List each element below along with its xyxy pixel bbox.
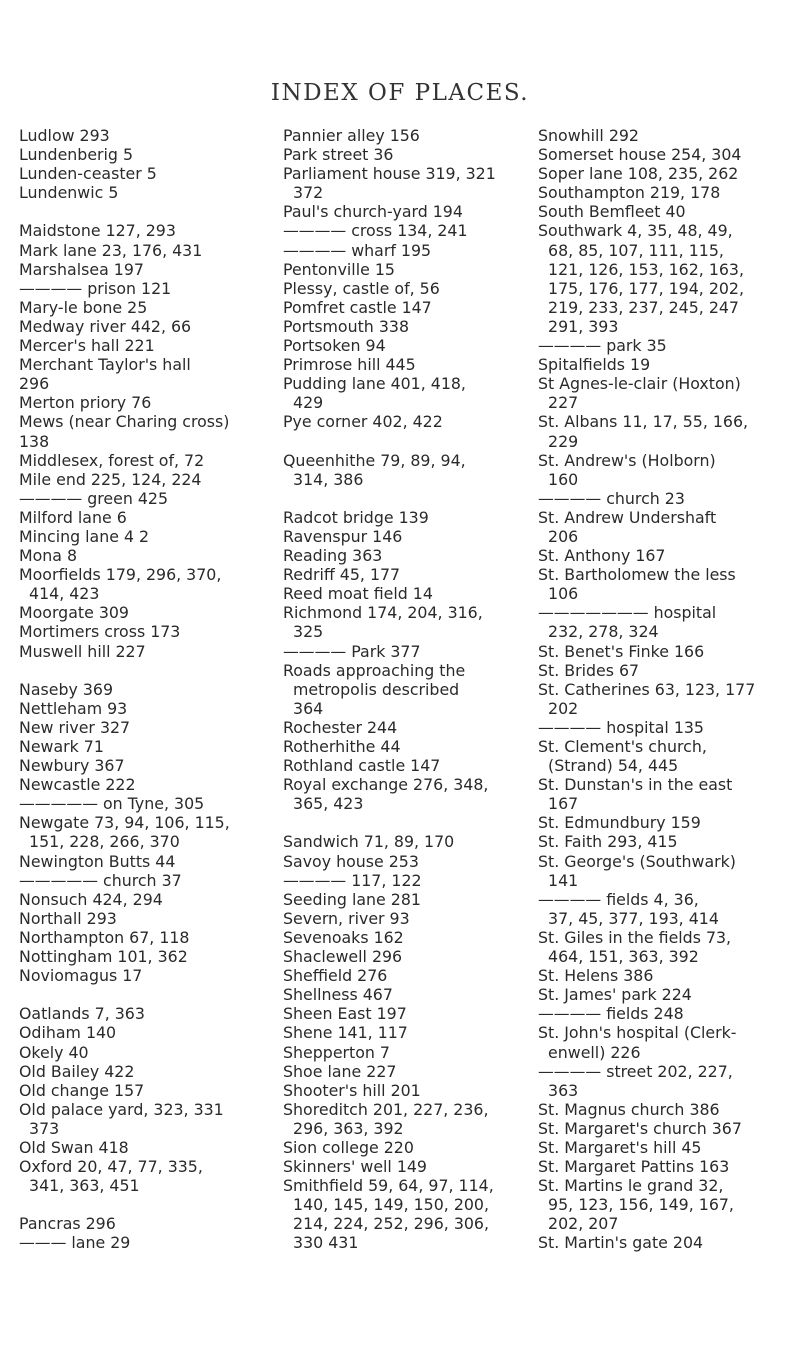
index-entry: Royal exchange 276, 348, 365, 423 (283, 775, 489, 814)
index-entry: ———— cross 134, 241 (283, 221, 468, 241)
index-entry: St Agnes-le-clair (Hoxton) 227 (538, 374, 741, 413)
index-entry: Sandwich 71, 89, 170 (283, 832, 455, 852)
index-entry: Pannier alley 156 (283, 126, 420, 145)
index-entry: Newbury 367 (19, 756, 125, 776)
index-entry: Roads approaching the metropolis described 364 (283, 660, 466, 718)
index-entry: Savoy house 253 (283, 851, 419, 871)
index-entry: St. Edmundbury 159 (538, 813, 701, 833)
index-entry: Oatlands 7, 363 (19, 1004, 145, 1024)
index-entry: Sheen East 197 (283, 1004, 407, 1024)
index-column-1 (19, 126, 281, 1253)
index-column-2 (283, 126, 540, 1253)
index-column-3 (538, 126, 796, 1253)
index-entry: ———— fields 4, 36, 37, 45, 377, 193, 414 (538, 889, 719, 928)
index-entry: Ravenspur 146 (283, 526, 403, 546)
index-entry: St. Andrew Undershaft 206 (538, 507, 717, 546)
index-entry: Lunden-ceaster 5 (19, 164, 157, 184)
index-entry: Newark 71 (19, 737, 104, 756)
index-entry: St. Dunstan's in the east 167 (538, 775, 733, 814)
index-entry: Old Swan 418 (19, 1137, 129, 1157)
index-entry: St. John's hospital (Clerk- enwell) 226 (538, 1023, 737, 1062)
index-entry: Mercer's hall 221 (19, 336, 155, 356)
index-entry: Spitalfields 19 (538, 355, 651, 375)
index-entry: Redriff 45, 177 (283, 565, 401, 585)
index-entry: ———— wharf 195 (283, 240, 432, 260)
index-entry: Queenhithe 79, 89, 94, 314, 386 (283, 450, 466, 489)
index-entry: ————— church 37 (19, 870, 182, 890)
index-entry: ———— street 202, 227, 363 (538, 1061, 733, 1100)
index-entry: Paul's church-yard 194 (283, 202, 463, 222)
index-entry: Maidstone 127, 293 (19, 221, 176, 241)
index-entry: Mortimers cross 173 (19, 622, 181, 642)
index-entry (283, 813, 540, 832)
index-entry: ——— lane 29 (19, 1233, 131, 1253)
index-entry: Nettleham 93 (19, 698, 128, 718)
index-entry: Newcastle 222 (19, 775, 136, 795)
index-entry: New river 327 (19, 717, 131, 737)
index-entry: Mews (near Charing cross) 138 (19, 412, 230, 451)
index-entry: Pye corner 402, 422 (283, 412, 443, 432)
index-entry: Lundenwic 5 (19, 183, 119, 203)
index-entry: ———— church 23 (538, 488, 685, 508)
index-entry: Shaclewell 296 (283, 947, 403, 967)
index-entry: St. Catherines 63, 123, 177 202 (538, 679, 756, 718)
index-entry: ———— Park 377 (283, 641, 421, 661)
index-entry: ————— on Tyne, 305 (19, 794, 205, 814)
index-entry: St. Margaret's hill 45 (538, 1137, 702, 1157)
index-entry: Soper lane 108, 235, 262 (538, 164, 739, 184)
index-entry: Pentonville 15 (283, 259, 395, 279)
index-entry: Shellness 467 (283, 985, 393, 1005)
index-entry: St. Albans 11, 17, 55, 166, 229 (538, 412, 749, 451)
index-entry: Ludlow 293 (19, 126, 110, 145)
index-entry: ———— fields 248 (538, 1004, 684, 1024)
index-entry: Medway river 442, 66 (19, 316, 192, 336)
index-entry: Mary-le bone 25 (19, 297, 148, 317)
index-entry: South Bemfleet 40 (538, 202, 686, 222)
index-entry: Portsoken 94 (283, 336, 386, 356)
index-entry: Northampton 67, 118 (19, 927, 190, 947)
index-entry: Shoe lane 227 (283, 1061, 397, 1081)
index-entry: St. Martins le grand 32, 95, 123, 156, 149, 167, 202, 207 (538, 1176, 734, 1234)
index-entry: Muswell hill 227 (19, 641, 146, 661)
index-entry: Park street 36 (283, 145, 394, 165)
index-entry: Old palace yard, 323, 331 373 (19, 1099, 224, 1138)
index-entry: Rothland castle 147 (283, 756, 441, 776)
index-entry: St. Magnus church 386 (538, 1099, 720, 1119)
index-entry: Milford lane 6 (19, 507, 127, 527)
index-entry: Old change 157 (19, 1080, 145, 1100)
index-entry: Southampton 219, 178 (538, 183, 721, 203)
index-entry: St. Brides 67 (538, 660, 640, 680)
index-entry: Shene 141, 117 (283, 1023, 408, 1043)
index-entry: Moorfields 179, 296, 370, 414, 423 (19, 565, 222, 604)
index-entry: ——————— hospital 232, 278, 324 (538, 603, 717, 642)
index-entry: Nottingham 101, 362 (19, 947, 188, 967)
index-entry: Seeding lane 281 (283, 889, 421, 909)
index-entry: St. George's (Southwark) 141 (538, 851, 736, 890)
index-entry: Mile end 225, 124, 224 (19, 469, 202, 489)
index-entry: Middlesex, forest of, 72 (19, 450, 205, 470)
index-entry: Somerset house 254, 304 (538, 145, 742, 165)
index-entry: Old Bailey 422 (19, 1061, 135, 1081)
index-entry: St. Bartholomew the less 106 (538, 565, 736, 604)
index-entry: Parliament house 319, 321 372 (283, 164, 496, 203)
index-entry: Lundenberig 5 (19, 145, 134, 165)
index-entry: Shooter's hill 201 (283, 1080, 421, 1100)
page-title: INDEX OF PLACES. (270, 80, 530, 106)
index-entry: Plessy, castle of, 56 (283, 278, 440, 298)
index-entry: ———— prison 121 (19, 278, 172, 298)
index-entry: Pomfret castle 147 (283, 297, 432, 317)
index-entry: Shepperton 7 (283, 1042, 390, 1062)
index-entry: Richmond 174, 204, 316, 325 (283, 603, 483, 642)
index-entry (19, 1195, 281, 1214)
index-entry: Newgate 73, 94, 106, 115, 151, 228, 266, 370 (19, 813, 230, 852)
index-entry: St. Helens 386 (538, 966, 654, 986)
index-entry: St. Martin's gate 204 (538, 1233, 704, 1253)
index-entry: Northall 293 (19, 908, 117, 928)
index-entry: St. Anthony 167 (538, 546, 666, 566)
index-entry (283, 432, 540, 451)
index-entry: St. Benet's Finke 166 (538, 641, 705, 661)
index-entry: Radcot bridge 139 (283, 507, 429, 527)
index-entry: Shoreditch 201, 227, 236, 296, 363, 392 (283, 1099, 489, 1138)
index-entry: St. Margaret's church 367 (538, 1118, 742, 1138)
index-entry: Portsmouth 338 (283, 316, 409, 336)
index-entry: Southwark 4, 35, 48, 49, 68, 85, 107, 111, 115, 121, 126, 153, 162, 163, 175, 176, 177, 194, 202, 219, 233, 237, 245, 247 291, 393 (538, 221, 744, 336)
index-entry: Odiham 140 (19, 1023, 117, 1043)
index-entry: Smithfield 59, 64, 97, 114, 140, 145, 149, 150, 200, 214, 224, 252, 296, 306, 330 431 (283, 1176, 494, 1253)
index-entry: ———— park 35 (538, 336, 667, 356)
index-entry: Merchant Taylor's hall 296 (19, 355, 191, 394)
index-entry: St. Clement's church, (Strand) 54, 445 (538, 737, 707, 776)
index-entry: Sheffield 276 (283, 966, 388, 986)
index-entry: ———— hospital 135 (538, 717, 704, 737)
index-entry: St. Margaret Pattins 163 (538, 1157, 730, 1177)
index-entry: Noviomagus 17 (19, 966, 143, 986)
index-entry (19, 202, 281, 221)
index-entry: Mincing lane 4 2 (19, 526, 150, 546)
index-entry: Nonsuch 424, 294 (19, 889, 163, 909)
index-entry: ———— green 425 (19, 488, 169, 508)
index-entry: Oxford 20, 47, 77, 335, 341, 363, 451 (19, 1157, 203, 1196)
index-entry: St. Andrew's (Holborn) 160 (538, 450, 716, 489)
index-entry (283, 489, 540, 508)
index-entry: Mona 8 (19, 546, 78, 566)
index-entry: Sion college 220 (283, 1137, 414, 1157)
index-entry: Mark lane 23, 176, 431 (19, 240, 203, 260)
index-entry: St. James' park 224 (538, 985, 692, 1005)
index-entry: Primrose hill 445 (283, 355, 416, 375)
index-entry (19, 985, 281, 1004)
index-entry: Reed moat field 14 (283, 584, 433, 604)
index-entry: Newington Butts 44 (19, 851, 176, 871)
index-entry: ———— 117, 122 (283, 870, 422, 890)
index-entry: Marshalsea 197 (19, 259, 144, 279)
index-entry: St. Faith 293, 415 (538, 832, 678, 852)
index-entry: St. Giles in the fields 73, 464, 151, 363, 392 (538, 927, 732, 967)
index-entry: Rochester 244 (283, 717, 398, 737)
index-entry: Merton priory 76 (19, 393, 152, 413)
index-entry: Snowhill 292 (538, 126, 639, 145)
index-entry: Severn, river 93 (283, 908, 410, 928)
index-entry: Sevenoaks 162 (283, 927, 404, 947)
index-entry: Pancras 296 (19, 1214, 116, 1234)
index-entry: Naseby 369 (19, 679, 113, 699)
index-entry: Skinners' well 149 (283, 1157, 427, 1177)
index-entry: Pudding lane 401, 418, 429 (283, 374, 466, 413)
index-entry (19, 661, 281, 680)
index-entry: Reading 363 (283, 546, 383, 566)
index-entry: Moorgate 309 (19, 603, 129, 623)
index-entry: Okely 40 (19, 1042, 89, 1062)
index-entry: Rotherhithe 44 (283, 737, 401, 756)
